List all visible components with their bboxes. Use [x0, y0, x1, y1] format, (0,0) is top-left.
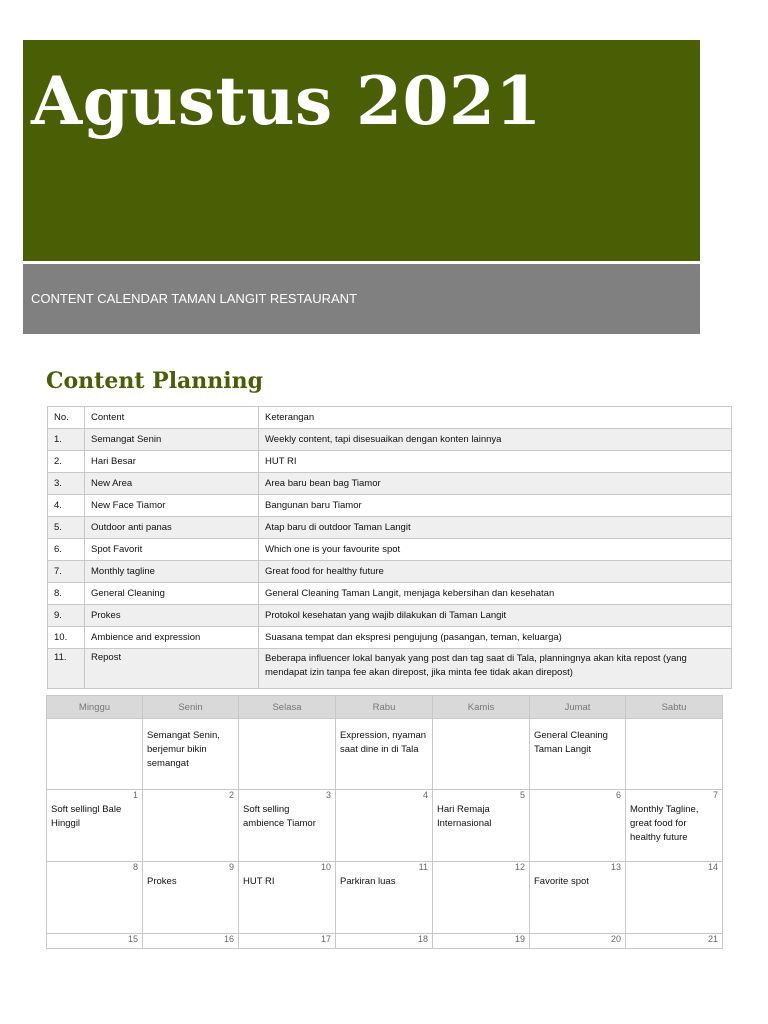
cell-no: 7.: [48, 561, 85, 583]
table-row: [48, 495, 732, 517]
calendar-cell: [433, 719, 530, 790]
cell-note: General Cleaning Taman Langit, menjaga kebersihan dan kesehatan: [259, 583, 732, 605]
calendar-cell: [530, 719, 626, 790]
weekday-minggu: Minggu: [47, 696, 143, 719]
content-planning-table: [47, 406, 732, 689]
page-title: Agustus 2021: [31, 62, 542, 140]
subtitle-banner: [23, 264, 700, 334]
calendar-cell: [239, 862, 336, 934]
day-number: 18: [417, 934, 428, 944]
day-number: 19: [514, 934, 525, 944]
day-number: 16: [223, 934, 234, 944]
day-number: 15: [127, 934, 138, 944]
calendar-cell: [626, 934, 723, 949]
cell-no: 9.: [48, 605, 85, 627]
cell-no: 6.: [48, 539, 85, 561]
header-no: No.: [48, 407, 85, 429]
calendar-cell: [336, 934, 433, 949]
calendar-event: HUT RI: [243, 876, 275, 887]
calendar-cell: [239, 719, 336, 790]
august-calendar: [46, 695, 723, 949]
cell-content: New Area: [85, 473, 259, 495]
calendar-event: Soft sellingl Bale Hinggil: [51, 804, 122, 829]
calendar-cell: [626, 719, 723, 790]
cell-content: Hari Besar: [85, 451, 259, 473]
day-number: 14: [707, 862, 718, 872]
calendar-cell: [433, 862, 530, 934]
cell-note: Atap baru di outdoor Taman Langit: [259, 517, 732, 539]
calendar-cell: [143, 862, 239, 934]
cell-content: Outdoor anti panas: [85, 517, 259, 539]
cell-no: 2.: [48, 451, 85, 473]
calendar-event: General Cleaning Taman Langit: [534, 730, 608, 755]
day-number: 9: [228, 862, 234, 872]
table-row: [48, 605, 732, 627]
calendar-event: Soft selling ambience Tiamor: [243, 804, 316, 829]
calendar-week-row: [47, 719, 723, 790]
cell-content: Semangat Senin: [85, 429, 259, 451]
day-number: 11: [418, 862, 428, 872]
weekday-kamis: Kamis: [433, 696, 530, 719]
cell-content: Repost: [85, 649, 259, 689]
cell-note: HUT RI: [259, 451, 732, 473]
cell-content: Prokes: [85, 605, 259, 627]
cell-no: 1.: [48, 429, 85, 451]
table-header-row: [48, 407, 732, 429]
day-number: 5: [519, 790, 525, 800]
table-row: [48, 429, 732, 451]
weekday-rabu: Rabu: [336, 696, 433, 719]
calendar-cell: [143, 934, 239, 949]
calendar-cell: [530, 862, 626, 934]
repost-note-text: Beberapa influencer lokal banyak yang post dan tag saat di Tala, planningnya akan kita repost (yang mendapat izin tanpa fee akan direpost, jika minta fee tidak akan direpost): [265, 653, 687, 678]
calendar-cell: [626, 790, 723, 862]
calendar-cell: [530, 790, 626, 862]
page-subtitle: CONTENT CALENDAR TAMAN LANGIT RESTAURANT: [31, 291, 358, 306]
calendar-cell: [143, 719, 239, 790]
table-row: [48, 473, 732, 495]
day-number: 21: [707, 934, 718, 944]
table-row: [48, 561, 732, 583]
header-keterangan: Keterangan: [259, 407, 732, 429]
calendar-week-row: [47, 934, 723, 949]
calendar-weekday-row: [47, 696, 723, 719]
calendar-cell: [336, 719, 433, 790]
table-row: [48, 627, 732, 649]
cell-no: 3.: [48, 473, 85, 495]
cell-content: Monthly tagline: [85, 561, 259, 583]
day-number: 12: [514, 862, 525, 872]
cell-no: 11.: [48, 649, 85, 689]
calendar-cell: [433, 790, 530, 862]
cell-no: 8.: [48, 583, 85, 605]
calendar-week-row: [47, 790, 723, 862]
day-number: 2: [228, 790, 234, 800]
day-number: 13: [610, 862, 621, 872]
cell-content: Spot Favorit: [85, 539, 259, 561]
calendar-cell: [47, 719, 143, 790]
day-number: 1: [132, 790, 138, 800]
table-row: [48, 539, 732, 561]
cell-content: General Cleaning: [85, 583, 259, 605]
cell-note: Bangunan baru Tiamor: [259, 495, 732, 517]
table-row: [48, 583, 732, 605]
weekday-sabtu: Sabtu: [626, 696, 723, 719]
day-number: 10: [320, 862, 331, 872]
header-content: Content: [85, 407, 259, 429]
cell-no: 4.: [48, 495, 85, 517]
calendar-event: Expression, nyaman saat dine in di Tala: [340, 730, 427, 755]
day-number: 7: [712, 790, 718, 800]
cell-content: New Face Tiamor: [85, 495, 259, 517]
table-row: [48, 649, 732, 689]
calendar-cell: [626, 862, 723, 934]
calendar-event: Prokes: [147, 876, 177, 887]
calendar-cell: [530, 934, 626, 949]
weekday-selasa: Selasa: [239, 696, 336, 719]
table-row: [48, 517, 732, 539]
calendar-event: Semangat Senin, berjemur bikin semangat: [147, 730, 220, 769]
day-number: 8: [132, 862, 138, 872]
cell-content: Ambience and expression: [85, 627, 259, 649]
calendar-event: Parkiran luas: [340, 876, 396, 887]
calendar-cell: [433, 934, 530, 949]
calendar-cell: [47, 934, 143, 949]
cell-note: Great food for healthy future: [259, 561, 732, 583]
calendar-cell: [239, 790, 336, 862]
calendar-week-row: [47, 862, 723, 934]
calendar-cell: [47, 862, 143, 934]
cell-note: [259, 649, 732, 689]
day-number: 17: [320, 934, 331, 944]
cell-note: Area baru bean bag Tiamor: [259, 473, 732, 495]
day-number: 6: [615, 790, 621, 800]
table-row: [48, 451, 732, 473]
day-number: 20: [610, 934, 621, 944]
calendar-cell: [336, 790, 433, 862]
calendar-cell: [239, 934, 336, 949]
title-banner: [23, 40, 700, 261]
cell-no: 10.: [48, 627, 85, 649]
day-number: 4: [422, 790, 428, 800]
cell-note: Suasana tempat dan ekspresi pengujung (pasangan, teman, keluarga): [259, 627, 732, 649]
cell-note: Weekly content, tapi disesuaikan dengan konten lainnya: [259, 429, 732, 451]
calendar-event: Hari Remaja Internasional: [437, 804, 492, 829]
calendar-event: Favorite spot: [534, 876, 589, 887]
weekday-senin: Senin: [143, 696, 239, 719]
weekday-jumat: Jumat: [530, 696, 626, 719]
day-number: 3: [325, 790, 331, 800]
cell-note: Which one is your favourite spot: [259, 539, 732, 561]
cell-note: Protokol kesehatan yang wajib dilakukan di Taman Langit: [259, 605, 732, 627]
calendar-cell: [336, 862, 433, 934]
calendar-cell: [143, 790, 239, 862]
calendar-event: Monthly Tagline, great food for healthy future: [630, 804, 699, 843]
section-title: Content Planning: [46, 368, 264, 394]
cell-no: 5.: [48, 517, 85, 539]
calendar-cell: [47, 790, 143, 862]
